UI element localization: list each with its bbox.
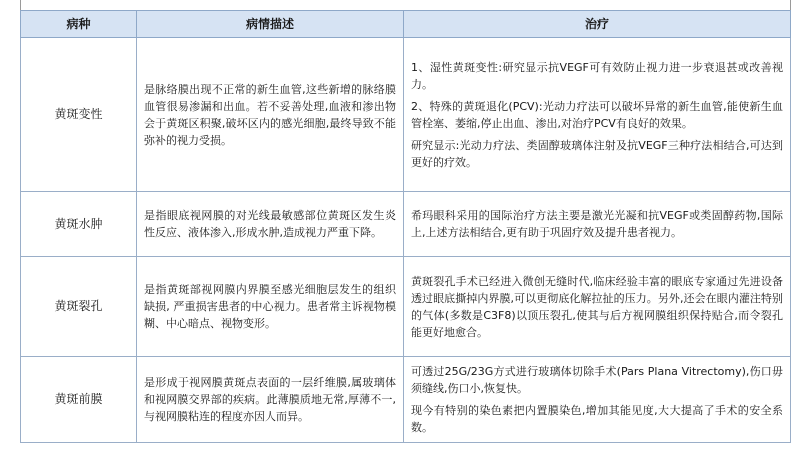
disease-treatment <box>404 192 791 257</box>
disease-treatment <box>404 38 791 192</box>
disease-description: 是形成于视网膜黄斑点表面的一层纤维膜,属玻璃体和视网膜交界部的疾病。此薄膜质地无常,厚薄不一,与视网膜粘连的程度亦因人而异。 <box>137 357 404 443</box>
header-treatment: 治疗 <box>404 11 791 38</box>
treatment-paragraph: 可透过25G/23G方式进行玻璃体切除手术(Pars Plana Vitrectomy),伤口毋须缝线,伤口小,恢复快。 <box>411 365 783 395</box>
table-row <box>21 257 791 357</box>
disease-name: 黄斑变性 <box>21 38 137 192</box>
disease-name: 黄斑裂孔 <box>21 257 137 357</box>
header-row <box>21 11 791 38</box>
disease-name: 黄斑前膜 <box>21 357 137 443</box>
treatment-paragraph: 现今有特别的染色素把内置膜染色,增加其能见度,大大提高了手术的安全系数。 <box>411 404 783 434</box>
disease-description: 是指黄斑部视网膜内界膜至感光细胞层发生的组织缺损, 严重损害患者的中心视力。患者常主诉视物模糊、中心暗点、视物变形。 <box>137 257 404 357</box>
treatment-paragraph: 研究显示:光动力疗法、类固醇玻璃体注射及抗VEGF三种疗法相结合,可达到更好的疗效。 <box>411 138 783 169</box>
macular-disease-table <box>20 10 791 443</box>
header-description: 病情描述 <box>137 11 404 38</box>
disease-description: 是脉络膜出现不正常的新生血管,这些新增的脉络膜血管很易渗漏和出血。若不妥善处理,血液和渗出物会于黄斑区积聚,破坏区内的感光细胞,最终导致不能弥补的视力受损。 <box>137 38 404 192</box>
table-row <box>21 192 791 257</box>
table-row <box>21 38 791 192</box>
table-row <box>21 357 791 443</box>
treatment-paragraph: 1、湿性黄斑变性:研究显示抗VEGF可有效防止视力进一步衰退甚或改善视力。 <box>411 60 783 91</box>
header-disease: 病种 <box>21 11 137 38</box>
treatment-paragraph: 希玛眼科采用的国际治疗方法主要是激光光凝和抗VEGF或类固醇药物,国际上,上述方法相结合,更有助于巩固疗效及提升患者视力。 <box>411 209 783 239</box>
disease-description: 是指眼底视网膜的对光线最敏感部位黄斑区发生炎性反应、液体渗入,形成水肿,造成视力严重下降。 <box>137 192 404 257</box>
disease-treatment <box>404 357 791 443</box>
treatment-paragraph: 2、特殊的黄斑退化(PCV):光动力疗法可以破坏异常的新生血管,能使新生血管栓塞、萎缩,停止出血、渗出,对治疗PCV有良好的效果。 <box>411 99 783 130</box>
disease-name: 黄斑水肿 <box>21 192 137 257</box>
disease-treatment <box>404 257 791 357</box>
treatment-paragraph: 黄斑裂孔手术已经进入微创无缝时代,临床经验丰富的眼底专家通过先进设备透过眼底撕掉内界膜,可以更彻底化解拉扯的压力。另外,还会在眼内灌注特别的气体(多数是C3F8)以顶压裂孔,使其与后方视网膜组织保持贴合,而令裂孔能更好地愈合。 <box>411 274 783 339</box>
